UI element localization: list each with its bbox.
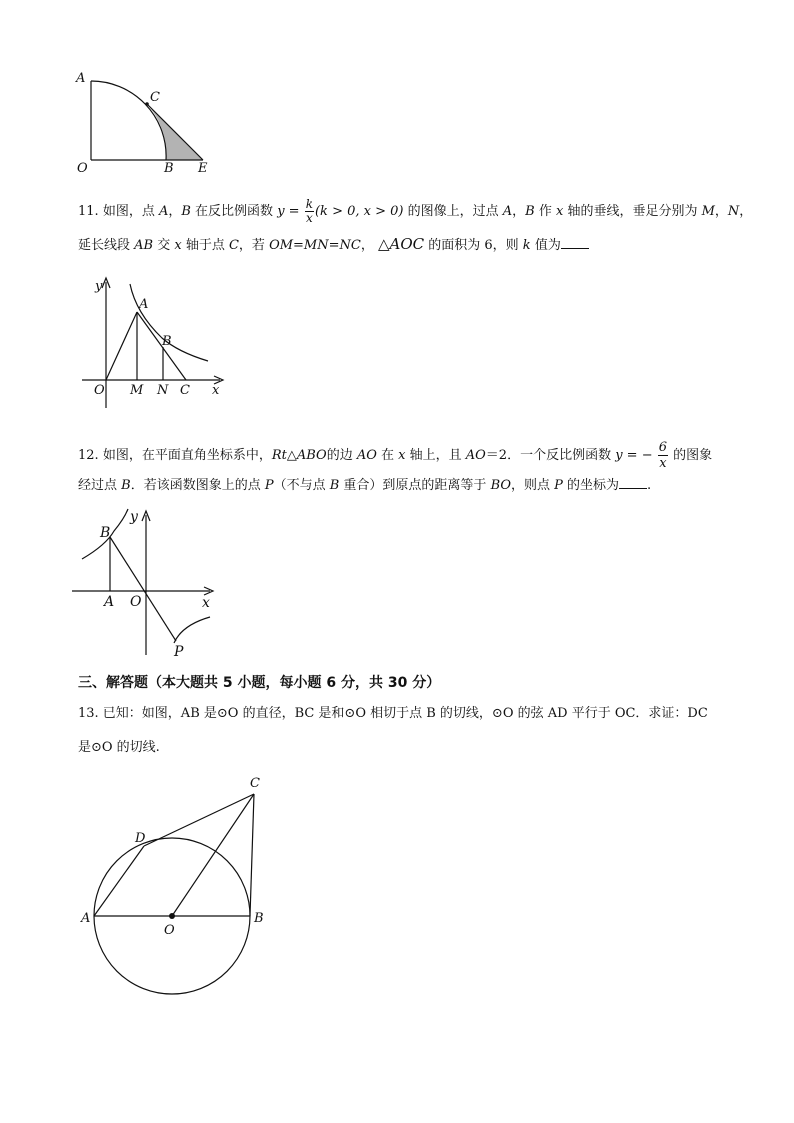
- segment-DC: [144, 794, 254, 846]
- segment-OC: [172, 794, 254, 916]
- text: ，则点: [511, 478, 555, 493]
- fraction-6-over-x: [658, 440, 668, 471]
- text: 的图象: [669, 448, 713, 463]
- var-B: B: [525, 204, 535, 219]
- formula-y: y =: [277, 204, 300, 219]
- label-y: y: [95, 279, 103, 294]
- var-P: P: [264, 478, 274, 493]
- var-x: x: [174, 238, 182, 253]
- text: 轴于点: [181, 238, 229, 253]
- label-A: A: [139, 297, 149, 312]
- segment-BP: [110, 537, 176, 641]
- label-y: y: [130, 509, 138, 525]
- q13-line1: 13. 已知：如图，AB 是⊙O 的直径，BC 是和⊙O 相切于点 B 的切线，⊙O 的弦 AD 平行于 OC．求证：DC: [78, 706, 708, 721]
- text: ，: [360, 238, 378, 253]
- var-AO: AO: [465, 448, 486, 463]
- frac-den: x: [305, 211, 313, 225]
- var-AO: AO: [356, 448, 377, 463]
- answer-blank: [619, 476, 647, 489]
- rt: Rt: [271, 448, 287, 463]
- question-number: 12.: [78, 448, 99, 463]
- label-O: O: [164, 923, 175, 938]
- frac-den: x: [659, 456, 667, 471]
- label-A: A: [81, 911, 91, 926]
- label-O: O: [94, 383, 105, 398]
- var-M: M: [701, 204, 715, 219]
- hyperbola-right: [174, 617, 210, 643]
- label-x: x: [212, 383, 220, 398]
- text: ，: [168, 204, 182, 219]
- condition: (k > 0, x > 0): [314, 204, 404, 219]
- var-AB: AB: [134, 238, 154, 253]
- q11-line1: [78, 198, 752, 225]
- point-C: [145, 102, 149, 106]
- var-A: A: [158, 204, 169, 219]
- label-B: B: [162, 334, 172, 349]
- var-N: N: [727, 204, 740, 219]
- text: 的图像上，过点: [403, 204, 503, 219]
- text: 作: [534, 204, 556, 219]
- figure-quarter-circle: [70, 68, 220, 180]
- frac-num: k: [305, 197, 313, 211]
- var-P: P: [554, 478, 563, 493]
- text: ，: [512, 204, 526, 219]
- label-B: B: [164, 161, 174, 176]
- var-x: x: [398, 448, 406, 463]
- label-M: M: [130, 383, 144, 398]
- label-O: O: [77, 161, 88, 176]
- question-number: 11.: [78, 204, 99, 219]
- var-C: C: [228, 238, 239, 253]
- text: 经过点: [78, 478, 122, 493]
- q13-line2: 是⊙O 的切线.: [78, 740, 160, 755]
- text: 重合）到原点的距离等于: [339, 478, 491, 493]
- text: ＝2．一个反比例函数: [485, 448, 616, 463]
- equation: OM=MN=NC: [269, 238, 361, 253]
- text: 延长线段: [78, 238, 135, 253]
- triangle-ABO: △ABO: [286, 448, 327, 463]
- triangle-AOC: △AOC: [377, 235, 425, 253]
- figure-inverse-function-q12: [68, 505, 218, 665]
- hyperbola: [130, 284, 208, 361]
- label-B: B: [100, 525, 111, 541]
- frac-num: 6: [658, 440, 668, 455]
- var-k: k: [522, 238, 531, 253]
- label-C: C: [250, 776, 260, 791]
- text: ，: [714, 204, 728, 219]
- label-C: C: [150, 90, 160, 105]
- text: 在: [376, 448, 399, 463]
- label-D: D: [135, 831, 146, 846]
- text: 轴上，且: [405, 448, 466, 463]
- text: 在反比例函数: [190, 204, 278, 219]
- var-B: B: [329, 478, 340, 493]
- label-N: N: [157, 383, 169, 398]
- var-B: B: [121, 478, 131, 493]
- text: ．若该函数图象上的点: [130, 478, 265, 493]
- var-A: A: [502, 204, 513, 219]
- text: 的面积为 6，则: [424, 238, 523, 253]
- q12-line1: [78, 440, 712, 471]
- segment-AD: [94, 846, 144, 916]
- q11-line2: [78, 236, 589, 254]
- label-P: P: [174, 644, 184, 660]
- figure-inverse-function-q11: [80, 268, 230, 416]
- center-O: [169, 913, 175, 919]
- text: 如图，点: [98, 204, 159, 219]
- text: 如图，在平面直角坐标系中，: [98, 448, 272, 463]
- text: 的边: [326, 448, 357, 463]
- q12-line2: [78, 476, 651, 494]
- formula-y: y = −: [615, 448, 653, 463]
- label-C: C: [180, 383, 190, 398]
- label-x: x: [202, 595, 210, 611]
- text: ，: [739, 204, 753, 219]
- figure-circle-tangent: [78, 772, 278, 1004]
- answer-blank: [561, 236, 589, 249]
- segment-OA: [106, 312, 137, 380]
- section-heading: 三、解答题（本大题共 5 小题，每小题 6 分，共 30 分）: [78, 675, 441, 691]
- label-E: E: [198, 161, 208, 176]
- label-A: A: [76, 71, 86, 86]
- var-B: B: [181, 204, 191, 219]
- label-O: O: [130, 594, 142, 610]
- label-B: B: [254, 911, 264, 926]
- text: ，若: [238, 238, 270, 253]
- text: .: [647, 478, 652, 493]
- segment-BC: [250, 794, 254, 916]
- text: （不与点: [273, 478, 330, 493]
- var-x: x: [555, 204, 564, 219]
- text: 的坐标为: [562, 478, 620, 493]
- label-A: A: [104, 594, 115, 610]
- fraction-k-over-x: [305, 198, 314, 225]
- var-BO: BO: [490, 478, 512, 493]
- text: 值为: [530, 238, 561, 253]
- text: 轴的垂线，垂足分别为: [563, 204, 702, 219]
- text: 交: [153, 238, 175, 253]
